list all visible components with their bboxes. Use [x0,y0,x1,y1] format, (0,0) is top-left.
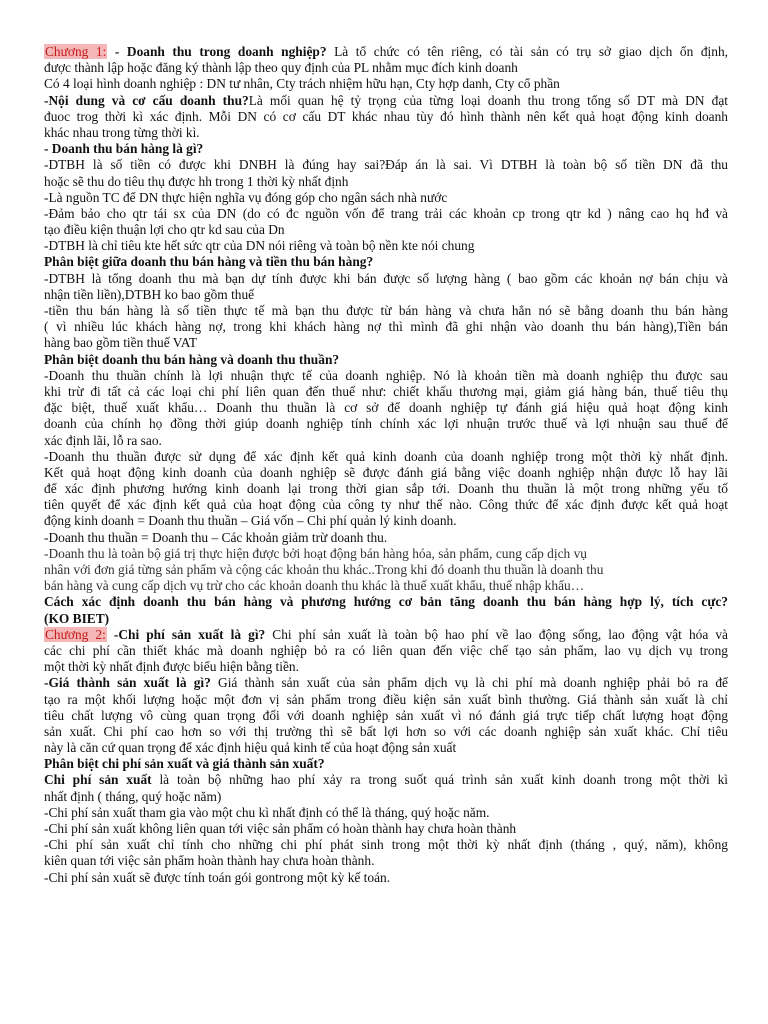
text-line: Là tổ chức có tên riêng, có tài sản có trụ sở giao dịch ổn định, [326,44,728,59]
text-line: hoặc sẽ thu do tiêu thụ được hh trong 1 thời kỳ nhất định [44,173,349,189]
question-heading [44,611,728,627]
text-line: khi trừ đi tất cả các loại chi phí liên quan đến thuế như: chiết khấu thương mại, giảm giá hàng bán, thuế tiêu thụ [44,383,728,399]
text-line: khác nhau trong từng thời kì. [44,124,200,140]
text-line: -tiền thu bán hàng là số tiền thực tế mà bạn thu được từ bán hàng và chưa hẳn nó sẽ bằng doanh thu bán hàng [44,303,728,318]
text-line: xác định lãi, lỗ ra sao. [44,432,162,448]
chapter-1-heading-line [44,44,728,60]
text-line: -DTBH là số tiền có được khi DNBH là đúng hay sai?Đáp án là sai. Vì DTBH là toàn bộ số tiền DN đã thu [44,157,728,173]
text-line: -Chi phí sản xuất tham gia vào một chu kì nhất định có thể là tháng, quý hoặc năm. [44,804,490,820]
text-line: -Chi phí sản xuất sẽ được tính toán gói gontrong một kỳ kế toán. [44,869,391,885]
text-line: Kết quả hoạt động kinh doanh của doanh nghiệp sẽ được đánh giá bằng việc doanh nghiệp nhận được lỗ hay lãi [44,464,728,480]
text-line-rest: Chi phí sản xuất là toàn bộ hao phí về lao động sống, lao động vật hóa và [265,626,728,642]
text-line: -DTBH là chỉ tiêu kte hết sức qtr của DN nói riêng và toàn bộ nền kte nói chung [44,238,475,254]
question-phan-biet-cp-gia-thanh: Phân biệt chi phí sản xuất và giá thành sản xuất? [44,756,325,772]
question-noi-dung-co-cau: -Nội dung và cơ cấu doanh thu? [44,92,249,108]
text-line: tạo ra một khối lượng hoặc một đơn vị sản phẩm trong điều kiện sản xuất bình thường. Giá thành sản xuất là chỉ [44,691,728,707]
text-line: -Doanh thu là toàn bộ giá trị thực hiện được bởi hoạt động bán hàng hóa, sản phẩm, cung cấp dịch vụ [44,545,587,561]
chapter-2-heading-line [44,627,728,643]
text-line-rest: là toàn bộ những hao phí xảy ra trong suốt quá trình sản xuất kinh doanh trong một thời kì [151,772,728,788]
text-line [44,675,728,691]
text-line: -Là nguồn TC để DN thực hiện nghĩa vụ đóng góp cho ngân sách nhà nước [44,189,448,205]
text-line: tiêu chất lượng vô cùng quan trọng đối với doanh nghiệp sản xuất vì nó đánh giá trực tiếp chất lượng hoạt động [44,707,728,723]
text-line: tạo điều kiện thuận lợi cho qtr kd sau của Dn [44,222,285,238]
text-line-rest: Giá thành sản xuất của sản phẩm dịch vụ là chi phí mà doanh nghiệp phải bỏ ra để [210,675,728,691]
text-line: kiên quan tới việc sản phẩm hoàn thành hay chưa hoàn thành. [44,853,375,869]
text-line: nhân với đơn giá từng sản phẩm và cộng các khoản thu khác..Trong khi đó doanh thu thuần là doanh thu [44,562,604,577]
question-chi-phi-san-xuat: -Chi phí sản xuất là gì? [106,626,266,642]
text-line: tiên quyết để xác định kết quả của hoạt động của công ty như thế nào. Công thức để xác định được kết quả hoạt [44,497,728,513]
question-heading [44,756,728,772]
question-heading [44,254,728,270]
text-line: được thành lập hoặc đăng ký thành lập theo quy định của PL nhằm mục đích kinh doanh [44,60,518,76]
text-line: các chi phí cần thiết khác mà doanh nghiệp bỏ ra có liên quan đến việc chế tạo sản phẩm, lao vụ dịch vụ trong [44,642,728,658]
text-line: doanh của chính họ đồng thời giúp doanh nghiệp tính chính xác lợi nhuận trước thuế và lợi nhuận sau thuế để [44,416,728,432]
question-heading [44,141,728,157]
text-line: một thời kỳ nhất định được biểu hiện bằng tiền. [44,659,299,675]
text-line: -Chi phí sản xuất không liên quan tới việc sản phẩm có hoàn thành hay chưa hoàn thành [44,821,517,836]
question-gia-thanh-san-xuat: -Giá thành sản xuất là gì? [44,675,211,691]
text-line: bán hàng và cung cấp dịch vụ trừ cho các khoản doanh thu khác là thuế xuất khẩu, thuế nhập khẩu… [44,578,585,594]
question-heading [44,352,728,368]
text-line: -Doanh thu thuần = Doanh thu – Các khoản giảm trừ doanh thu. [44,529,388,545]
text-line [44,772,728,788]
text-line: nhất định ( tháng, quý hoặc năm) [44,788,222,804]
text-line: này là căn cứ quan trọng để xác định hiệu quả kinh tế của hoạt động sản xuất [44,740,457,756]
text-line: ( vì nhiều lúc khách hàng nợ, trong khi khách hàng nợ thì mình đã ghi nhận vào doanh thu bán hàng),Tiền bán [44,319,728,335]
text-line: hàng bao gồm tiền thuế VAT [44,335,198,351]
chapter-2-tag: Chương 2: [45,626,106,642]
text-line: nhận tiền liền),DTBH ko bao gồm thuế [44,286,255,302]
text-line: -Chi phí sản xuất chỉ tính cho những chi phí phát sinh trong một thời kỳ nhất định (tháng , quý, năm), không [44,837,728,853]
text-line: đuoc trog thời kì xác định. Mỗi DN có cơ cấu DT khác nhau tùy đó hình thành nên kết quả hoạt động kinh doanh [44,108,728,124]
ko-biet-note: (KO BIET) [44,610,110,626]
text-line: -Doanh thu thuần chính là lợi nhuận thực tế của doanh nghiệp. Nó là khoản tiền mà doanh nghiệp thu được sau [44,367,728,383]
text-line: sản xuất. Chi phí cao hơn so với thị trường thì sẽ bất lợi hơn so với các doanh nghiệp sản xuất khác. Chỉ tiêu [44,723,728,739]
text-line-rest: Là mối quan hệ tỷ trọng của từng loại doanh thu trong tổng số DT mà DN đạt [248,92,728,108]
question-phan-biet-dt-thuan: Phân biệt doanh thu bán hàng và doanh thu thuần? [44,351,340,367]
question-heading [44,594,728,610]
text-line: -Doanh thu thuần được sử dụng để xác định kết quả kinh doanh của doanh nghiệp trong một thời kỳ nhất định. [44,448,728,464]
text-line: động kinh doanh = Doanh thu thuần – Giá vốn – Chi phí quản lý kinh doanh. [44,513,457,529]
question-doanh-thu-ban-hang: - Doanh thu bán hàng là gì? [44,141,204,157]
question-phan-biet-dt-tien-thu: Phân biệt giữa doanh thu bán hàng và tiền thu bán hàng? [44,254,374,270]
text-line: -Đảm bảo cho qtr tái sx của DN (do có đc nguồn vốn để trang trải các khoản cp trong qtr kd ) nâng cao hq hđ và [44,205,728,221]
question-cach-xac-dinh-dtbh: Cách xác định doanh thu bán hàng và phương hướng cơ bản tăng doanh thu bán hàng hợp lý, tích cực? [44,594,728,610]
text-line: -DTBH là tổng doanh thu mà bạn dự tính được khi bán được số lượng hàng ( bao gồm các khoản nợ bán chịu và [44,270,728,286]
term-chi-phi-san-xuat: Chi phí sản xuất [44,772,152,788]
text-line: đặc biệt, thuế xuất khẩu… Doanh thu thuần là cơ sở để doanh nghiệp tự đánh giá hiệu quả hoạt động kinh [44,400,728,416]
question-doanh-thu-doanh-nghiep: - Doanh thu trong doanh nghiệp? [107,44,327,59]
chapter-1-tag: Chương 1: [45,44,107,59]
text-line: Có 4 loại hình doanh nghiệp : DN tư nhân, Cty trách nhiệm hữu hạn, Cty hợp danh, Cty cổ phần [44,76,560,92]
text-line [44,93,728,109]
text-line: để xác định phương hướng kinh doanh lại trong thời gian sắp tới. Doanh thu thuần là một trong những yếu tố [44,481,728,497]
document-page [44,44,728,886]
